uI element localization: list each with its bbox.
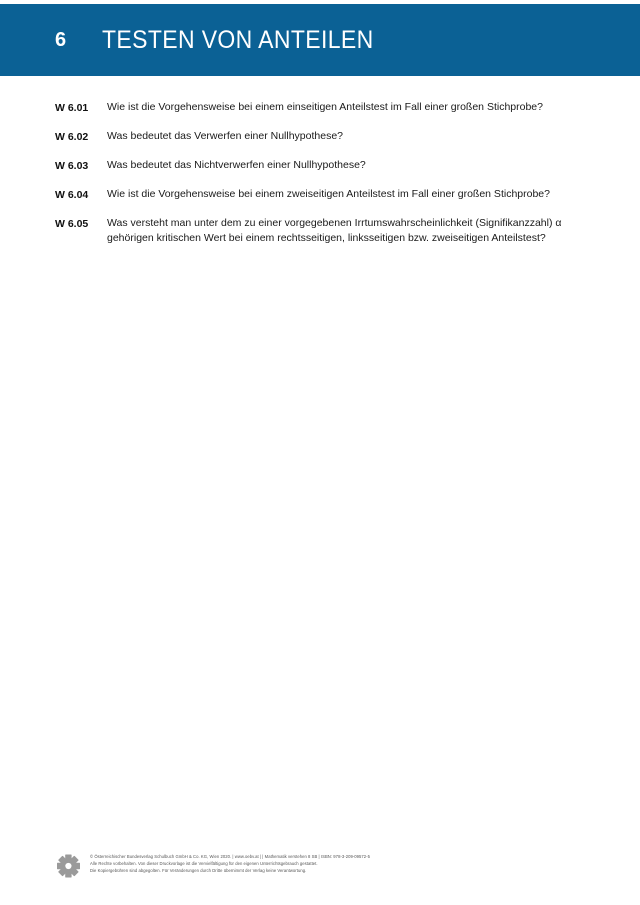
question-text: Was bedeutet das Nichtverwerfen einer Nullhypothese? [107,159,366,171]
question-text: Wie ist die Vorgehensweise bei einem zweiseitigen Anteilstest im Fall einer großen Stichprobe? [107,188,550,200]
publisher-asterisk-logo-icon [52,849,86,883]
chapter-header-banner [0,4,640,76]
page-title: TESTEN VON ANTEILEN [102,25,374,54]
chapter-number: 6 [55,29,67,51]
footer-rights-line: Alle Rechte vorbehalten. Von dieser Druckvorlage ist die Vervielfältigung für den eigenen Unterrichtsgebrauch gestattet. [90,861,318,866]
question-code: W 6.02 [55,130,89,143]
footer-liability-line: Die Kopiergebühren sind abgegolten. Für Veränderungen durch Dritte übernimmt der Verlag keine Verantwortung. [90,868,307,873]
question-code: W 6.01 [55,101,89,114]
question-item [55,129,585,145]
question-text: Wie ist die Vorgehensweise bei einem einseitigen Anteilstest im Fall einer großen Stichprobe? [107,101,543,113]
question-list [55,100,585,260]
footer-text-block [90,848,592,874]
question-text: Was versteht man unter dem zu einer vorgegebenen Irrtumswahrscheinlichkeit (Signifikanzzahl) α gehörigen kritischen Wert bei einem rechtsseitigen, linksseitigen bzw. zweiseitigen Anteilstest? [107,217,562,244]
footer-copyright-line: © Österreichischer Bundesverlag Schulbuch GmbH & Co. KG, Wien 2020. | www.oebv.at | | Mathematik verstehen 8 SB | ISBN: 978-3-209-09572-5 [90,854,371,859]
question-code: W 6.05 [55,217,89,230]
question-item [55,187,585,203]
question-item [55,158,585,174]
question-code: W 6.03 [55,159,89,172]
question-text: Was bedeutet das Verwerfen einer Nullhypothese? [107,130,344,142]
page-footer [52,848,592,883]
question-item [55,216,585,246]
question-code: W 6.04 [55,188,89,201]
question-item [55,100,585,116]
